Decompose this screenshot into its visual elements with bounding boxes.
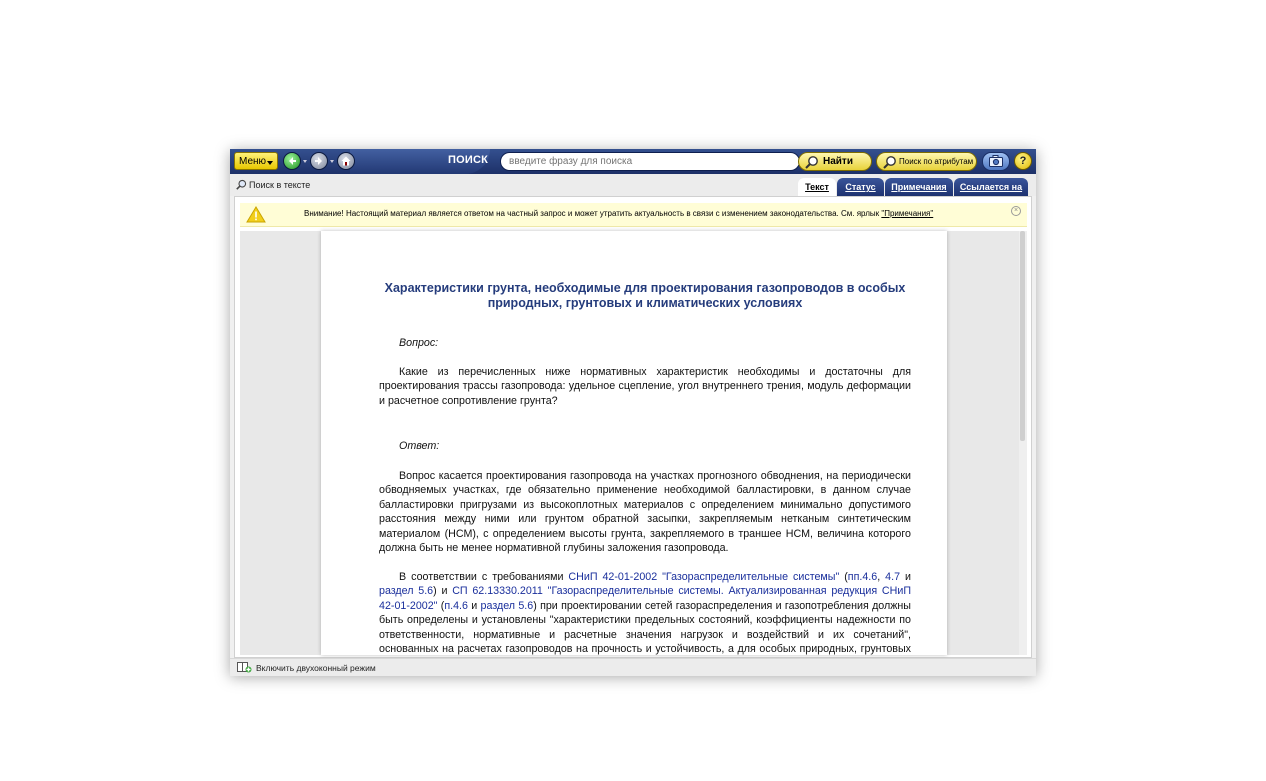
status-bar <box>230 658 1036 676</box>
find-button[interactable] <box>798 152 872 171</box>
vertical-scrollbar[interactable] <box>1019 231 1027 655</box>
forward-history-chevron-icon[interactable] <box>330 160 334 163</box>
document-view <box>240 231 1027 655</box>
help-button[interactable]: ? <box>1014 152 1032 170</box>
forward-button[interactable] <box>310 152 328 170</box>
ref-p-4-6[interactable]: п.4.6 <box>444 599 468 612</box>
ref-sp-62-13330-2011[interactable]: СП 62.13330.2011 "Газораспределительные системы. Актуализированная редукция СНиП 42-01-2002" <box>379 585 911 612</box>
question-label-text: Вопрос: <box>399 337 439 349</box>
question-body: Какие из перечисленных ниже нормативных характеристик необходимы и достаточны для проектирования трассы газопровода: удельное сцепление, угол внутреннего трения, модуль деформации и расчетное сопротивление грунта? <box>379 366 911 407</box>
document-subbar <box>230 174 1036 196</box>
search-in-text-button[interactable] <box>236 179 310 190</box>
ref-pp-4-6[interactable]: пп.4.6 <box>847 571 878 583</box>
search-input[interactable] <box>500 152 800 171</box>
search-icon <box>805 155 819 169</box>
tab-text[interactable]: Текст <box>798 178 836 196</box>
ref-4-7[interactable]: 4.7 <box>885 571 901 583</box>
back-history-chevron-icon[interactable] <box>303 160 307 163</box>
question-label <box>379 336 911 350</box>
answer-paragraph-1-text: Вопрос касается проектирования газопровода на участках прогнозного обводнения, на периодически обводняемых участках, где обязательно применение необходимой балластировки, в данном случае балластировки пригрузами из высокоплотных материалов с определением минимально допустимого расстояния между ними или грунтом обратной засыпки, закрепляемым нетканым синтетическим материалом (НСМ), с определением высоты грунта, закрепляемого в траншее НСМ, величина которого должна быть не менее нормативной глубины заложения газопровода. <box>379 470 911 555</box>
p2-text: , <box>877 571 886 583</box>
app-window <box>230 149 1036 675</box>
search-icon <box>883 155 897 169</box>
chevron-down-icon <box>267 161 273 165</box>
tab-notes[interactable]: Примечания <box>885 178 953 196</box>
arrow-left-icon <box>287 156 297 166</box>
attribute-search-label: Поиск по атрибутам <box>899 157 974 166</box>
find-label: Найти <box>823 156 853 167</box>
question-text <box>379 365 911 408</box>
search-in-text-label: Поиск в тексте <box>249 180 311 190</box>
ref-section-5-6-sp[interactable]: раздел 5.6 <box>480 599 534 612</box>
answer-label-text: Ответ: <box>399 440 440 452</box>
document-title: Характеристики грунта, необходимые для проектирования газопроводов в особых природных, грунтовых и климатических условиях <box>384 281 906 310</box>
back-button[interactable] <box>283 152 301 170</box>
notes-link[interactable]: "Примечания" <box>881 209 934 218</box>
answer-paragraph-2 <box>379 570 911 671</box>
p2-text: ( <box>839 571 848 583</box>
dual-window-toggle[interactable]: Включить двухоконный режим <box>256 663 376 673</box>
dual-window-icon[interactable] <box>237 662 252 673</box>
p2-text: и <box>467 599 481 612</box>
home-button[interactable] <box>337 152 355 170</box>
p2-text: ( <box>437 599 445 612</box>
notice-message: Внимание! Настоящий материал является ответом на частный запрос и может утратить актуальность в связи с изменением законодательства. См. ярлык <box>304 209 882 218</box>
camera-icon <box>989 155 1003 168</box>
p2-text: и <box>900 571 911 583</box>
tab-status[interactable]: Статус <box>837 178 884 196</box>
menu-button[interactable] <box>234 152 278 170</box>
search-icon <box>236 179 247 190</box>
p2-text: ) при проектировании сетей газораспределения и газопотребления должны быть определены и установлены "характеристики предельных состояний, коэффициенты надежности по ответственности, нормативные и расчетные значения нагрузок и воздействий и их сочетаний", основанных на расчетах газопроводов на прочность и устойчивость, а для особых природных, грунтовых <box>379 599 911 656</box>
main-toolbar <box>230 149 1036 174</box>
answer-label <box>379 439 911 453</box>
close-icon[interactable]: × <box>1011 206 1021 216</box>
arrow-right-icon <box>314 156 324 166</box>
answer-paragraph-1 <box>379 469 911 555</box>
document-page <box>321 231 947 655</box>
warning-notice <box>240 203 1027 227</box>
p2-text: В соответствии с требованиями <box>399 571 569 583</box>
warning-icon <box>246 206 266 223</box>
p2-text: ) и <box>433 585 453 598</box>
document-frame <box>234 196 1032 658</box>
tab-references[interactable]: Ссылается на <box>954 178 1028 196</box>
notice-text <box>304 209 933 218</box>
snapshot-button[interactable] <box>982 152 1010 171</box>
attribute-search-button[interactable] <box>876 152 977 171</box>
ref-section-5-6[interactable]: раздел 5.6 <box>379 585 434 598</box>
home-icon <box>341 156 351 166</box>
menu-label: Меню <box>239 156 267 167</box>
scrollbar-thumb[interactable] <box>1020 231 1025 441</box>
search-label: ПОИСК <box>448 154 489 166</box>
ref-snip-42-01-2002[interactable]: СНиП 42-01-2002 "Газораспределительные системы" <box>568 571 840 583</box>
